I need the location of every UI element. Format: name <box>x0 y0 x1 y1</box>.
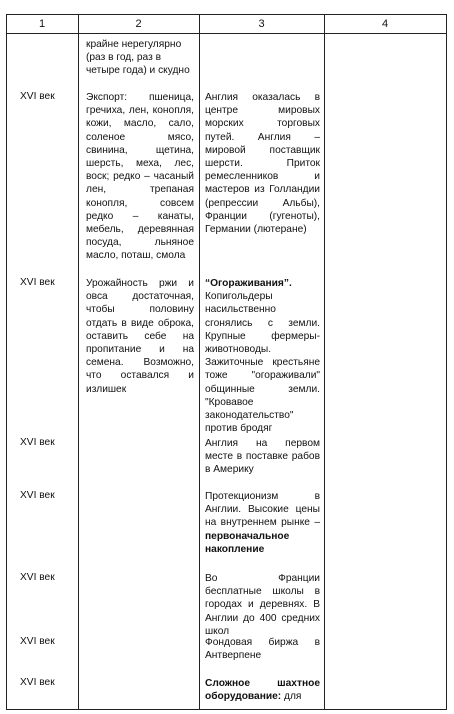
table-cell-period: XVI век <box>20 677 55 688</box>
column-divider-3 <box>324 14 325 710</box>
body-text: Копигольдеры насильственно сгонялись с земли. Крупные фермеры-животноводы. Зажиточные крестьяне тоже "огораживали" общинные земли. "Кровавое законодательство" против бродяг <box>205 291 320 435</box>
bold-heading: Сложное шахтное оборудование: <box>205 678 320 703</box>
table-cell-context: Во Франции бесплатные школы в городах и деревнях. В Англии до 400 средних школ <box>205 573 320 637</box>
table-cell-period: XVI век <box>20 490 55 501</box>
table-cell-description: Экспорт: пшеница, гречиха, лен, конопля, кожи, масло, сало, соленое мясо, свинина, щетина, шерсть, меха, лес, воск; редко – часаный лен, трепаная конопля, совсем редко – канаты, мебель, деревянная посуда, льняное масло, поташ, смола <box>86 92 194 262</box>
table-cell-context: Англия на первом месте в поставке рабов в Америку <box>205 438 320 476</box>
table-cell-context <box>205 277 320 435</box>
column-divider-2 <box>199 14 200 710</box>
table-border-left <box>6 14 7 710</box>
table-cell-period: XVI век <box>20 572 55 583</box>
table-cell-period: XVI век <box>20 636 55 647</box>
column-divider-1 <box>78 14 79 710</box>
column-header-1: 1 <box>38 18 46 30</box>
table-cell-description: Урожайность ржи и овса достаточная, чтобы половину отдать в виде оброка, оставить себе на пропитание и на семена. Возможно, что оставался и излишек <box>86 278 194 395</box>
table-cell-context: Фондовая биржа в Антверпене <box>205 637 320 662</box>
table-cell-context: Англия оказалась в центре мировых морских торговых путей. Англия – мировой поставщик шерсти. Приток ремесленников и мастеров из Голландии (репрессии Альбы), Франции (гугеноты), Германии (лютеране) <box>205 92 320 236</box>
bold-heading: “Огораживания”. <box>205 278 292 289</box>
column-header-4: 4 <box>381 18 389 30</box>
table-border-right <box>446 14 447 710</box>
table-cell-context <box>205 677 320 703</box>
bold-term: первоначальное накопление <box>205 530 290 555</box>
table-cell-period: XVI век <box>20 277 55 288</box>
table-cell-period: XVI век <box>20 437 55 448</box>
body-text: Протекционизм в Англии. Высокие цены на внутреннем рынке – <box>205 491 320 529</box>
table-cell-description: крайне нерегулярно (раз в год, раз в четыре года) и скудно <box>86 39 190 77</box>
table-cell-period: XVI век <box>20 91 55 102</box>
column-header-3: 3 <box>258 18 265 30</box>
table-cell-context <box>205 490 320 556</box>
body-text: для <box>281 691 302 703</box>
column-header-2: 2 <box>135 18 142 30</box>
table-border-bottom <box>6 709 447 710</box>
